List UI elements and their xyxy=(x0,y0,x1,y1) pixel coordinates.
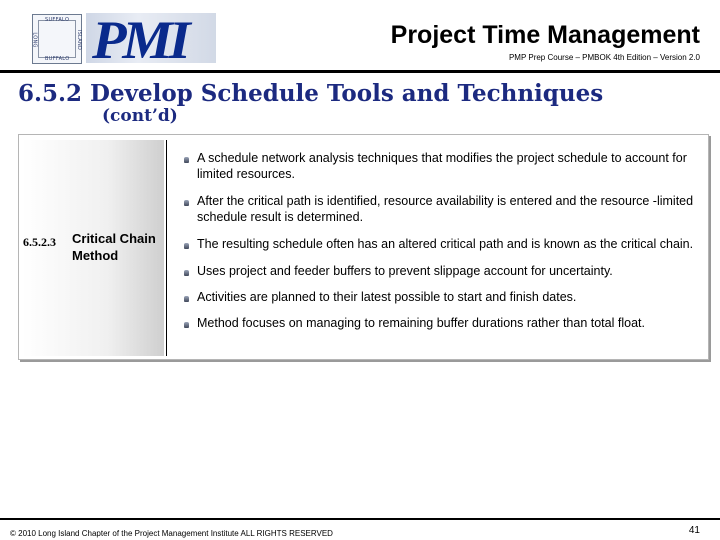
chapter-seal-logo xyxy=(32,14,82,64)
bullet-text: Method focuses on managing to remaining buffer durations rather than total float. xyxy=(197,316,645,330)
seal-text-left: LONG xyxy=(31,32,38,48)
bullet-icon xyxy=(183,240,190,249)
bullet-text: The resulting schedule often has an altered critical path and is known as the critical chain. xyxy=(197,237,694,251)
section-number: 6.5.2.3 xyxy=(23,235,56,249)
content-table xyxy=(18,134,709,360)
bullet-icon xyxy=(183,154,190,163)
slide-heading: 6.5.2 Develop Schedule Tools and Techniques xyxy=(18,80,604,107)
bullet-list xyxy=(183,150,705,341)
list-item xyxy=(183,150,705,182)
bullet-text: Uses project and feeder buffers to prevent slippage account for uncertainty. xyxy=(197,264,613,278)
bullet-text: Activities are planned to their latest possible to start and finish dates. xyxy=(197,290,577,304)
bullet-icon xyxy=(183,267,190,276)
list-item xyxy=(183,193,705,225)
page-number: 41 xyxy=(688,525,700,536)
list-item xyxy=(183,236,705,252)
logo xyxy=(10,10,216,70)
page-subtitle: PMP Prep Course – PMBOK 4th Edition – Version 2.0 xyxy=(508,53,700,62)
pmi-logo-text: PMI xyxy=(92,10,187,70)
pmi-logo xyxy=(86,10,216,70)
header-divider xyxy=(0,70,720,73)
seal-text-right: ISLAND xyxy=(76,29,83,51)
copyright-notice: © 2010 Long Island Chapter of the Project Management Institute ALL RIGHTS RESERVED xyxy=(10,529,333,538)
slide-heading-continued: (cont’d) xyxy=(102,106,178,126)
seal-text-top: SUFFALO xyxy=(45,17,70,23)
bullet-icon xyxy=(183,197,190,206)
page-title: Project Time Management xyxy=(390,21,700,49)
section-name: Critical Chain Method xyxy=(72,231,156,263)
bullet-text: A schedule network analysis techniques that modifies the project schedule to account for limited resources. xyxy=(197,151,687,181)
seal-ring xyxy=(38,20,76,58)
footer-divider xyxy=(0,518,720,520)
seal-text-bottom: BUFFALO xyxy=(45,56,70,62)
bullet-icon xyxy=(183,293,190,302)
list-item xyxy=(183,315,705,331)
list-item xyxy=(183,289,705,305)
bullet-icon xyxy=(183,319,190,328)
bullet-text: After the critical path is identified, resource availability is entered and the resource -limited schedule result is determined. xyxy=(197,194,694,224)
list-item xyxy=(183,263,705,279)
